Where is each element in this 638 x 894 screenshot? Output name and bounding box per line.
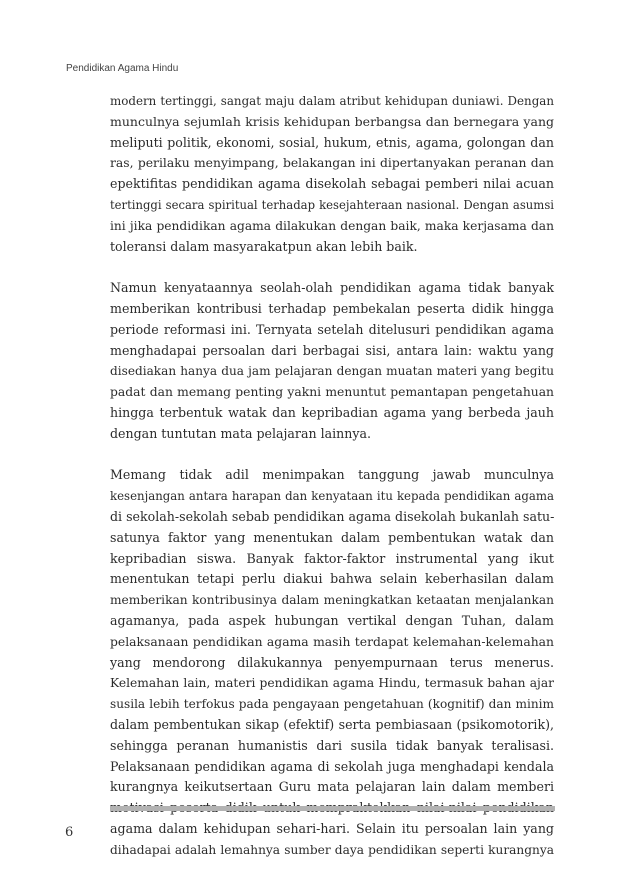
paragraph [110, 465, 554, 860]
paragraph-gap [110, 257, 554, 278]
text-line: kesenjangan antara harapan dan kenyataan itu kepada pendidikan agama [110, 489, 554, 504]
text-line: hingga terbentuk watak dan kepribadian agama yang berbeda jauh [110, 404, 554, 420]
paragraph [110, 91, 554, 257]
paragraph [110, 278, 554, 444]
text-line: toleransi dalam masyarakatpun akan lebih baik. [110, 238, 418, 254]
text-line: memberikan kontribusinya dalam meningkatkan ketaatan menjalankan [110, 593, 554, 608]
text-line: disediakan hanya dua jam pelajaran dengan muatan materi yang begitu [110, 364, 554, 379]
text-line: satunya faktor yang menentukan dalam pembentukan watak dan [110, 529, 554, 545]
text-line: kepribadian siswa. Banyak faktor-faktor instrumental yang ikut [110, 550, 554, 566]
text-line: Namun kenyataannya seolah-olah pendidikan agama tidak banyak [110, 280, 554, 296]
text-line: yang mendorong dilakukannya penyempurnaan terus menerus. [110, 654, 554, 670]
text-line: dalam pembentukan sikap (efektif) serta pembiasaan (psikomotorik), [110, 716, 554, 732]
text-line: Memang tidak adil menimpakan tanggung jawab munculnya [110, 467, 554, 483]
text-line: agama dalam kehidupan sehari-hari. Selain itu persoalan lain yang [110, 820, 554, 836]
text-line: Kelemahan lain, materi pendidikan agama Hindu, termasuk bahan ajar [110, 676, 554, 691]
text-line: meliputi politik, ekonomi, sosial, hukum, etnis, agama, golongan dan [110, 134, 554, 150]
text-line: ras, perilaku menyimpang, belakangan ini dipertanyakan peranan dan [110, 156, 554, 171]
text-line: padat dan memang penting yakni menuntut pemantapan pengetahuan [110, 385, 554, 400]
text-line: munculnya sejumlah krisis kehidupan berbangsa dan bernegara yang [110, 113, 554, 129]
running-header: Pendidikan Agama Hindu [66, 63, 179, 74]
text-line: memberikan kontribusi terhadap pembekalan peserta didik hingga [110, 300, 554, 316]
text-line: di sekolah-sekolah sebab pendidikan agama disekolah bukanlah satu- [110, 508, 555, 524]
text-line: epektifitas pendidikan agama disekolah sebagai pemberi nilai acuan [110, 176, 554, 192]
text-line: periode reformasi ini. Ternyata setelah ditelusuri pendidikan agama [110, 321, 554, 337]
text-line: dihadapai adalah lemahnya sumber daya pendidikan seperti kurangnya [110, 842, 554, 857]
text-line: dengan tuntutan mata pelajaran lainnya. [110, 425, 371, 441]
footer-rule [110, 806, 555, 811]
text-line: menentukan tetapi perlu diakui bahwa selain keberhasilan dalam [110, 571, 554, 587]
text-line: ini jika pendidikan agama dilakukan dengan baik, maka kerjasama dan [110, 218, 554, 233]
text-line: susila lebih terfokus pada pengayaan pengetahuan (kognitif) dan minim [110, 697, 554, 712]
text-line: menghadapai persoalan dari berbagai sisi, antara lain: waktu yang [110, 342, 554, 358]
body-text [110, 91, 554, 860]
text-line: pelaksanaan pendidikan agama masih terdapat kelemahan-kelemahan [110, 634, 554, 649]
text-line: sehingga peranan humanistis dari susila tidak banyak teralisasi. [110, 737, 554, 753]
page-number: 6 [65, 825, 74, 840]
text-line: modern tertinggi, sangat maju dalam atribut kehidupan duniawi. Dengan [110, 94, 554, 108]
text-line: kurangnya keikutsertaan Guru mata pelajaran lain dalam memberi [110, 779, 554, 795]
text-line: agamanya, pada aspek hubungan vertikal dengan Tuhan, dalam [110, 612, 554, 628]
paragraph-gap [110, 445, 554, 466]
text-line: tertinggi secara spiritual terhadap kesejahteraan nasional. Dengan asumsi [110, 197, 554, 212]
text-line: Pelaksanaan pendidikan agama di sekolah juga menghadapi kendala [110, 758, 554, 774]
